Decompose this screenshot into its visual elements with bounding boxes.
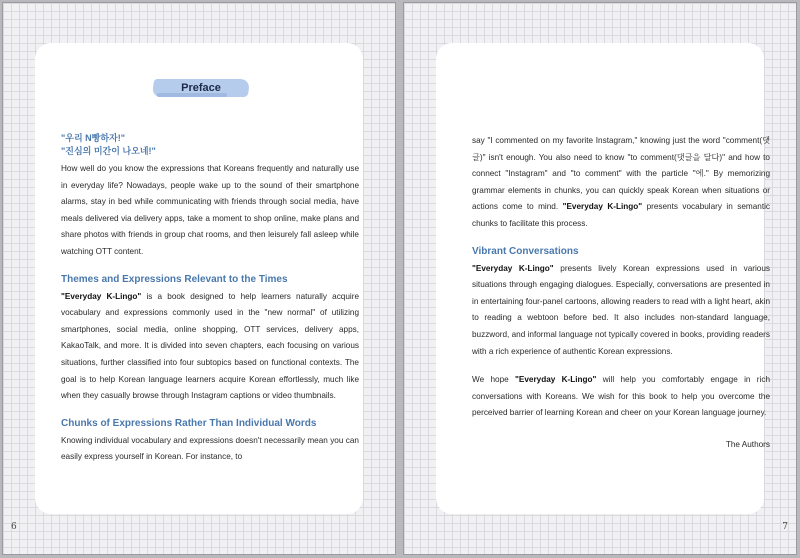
- section-text: is a book designed to help learners naturally acquire vocabulary and expressions commonly used in the "new normal" of utilizing smartphones, social media, online shopping, OTT services, delivery apps, KakaoTalk, and more. It is divided into seven chapters, each focusing on various situations, further classified into four subtopics based on functional contexts. The goal is to help Korean language learners acquire Korean effortlessly, much like when they casually browse through Instagram captions or video thumbnails.: [61, 291, 359, 401]
- continued-text-a: say "I commented on my favorite Instagram," knowing just the word "comment(댓글)" isn't enough. You also need to know "to comment(댓글을 달다)" and how to connect "Instagram" and "to comment" with the particle "에." By memorizing grammar elements in chunks, you can quickly speak Korean when situations or actions come to mind.: [472, 136, 770, 212]
- left-page: [2, 2, 396, 555]
- book-title-bold: "Everyday K-Lingo": [472, 263, 554, 273]
- page-number-left: 6: [11, 522, 17, 532]
- section-paragraph-themes: [61, 289, 359, 405]
- closing-text-b: will help you comfortably engage in rich conversations with Koreans. We wish for this book to help you overcome the perceived barrier of learning Korean and cheer on your Korean language journey.: [472, 375, 771, 418]
- korean-quote-1: "우리 N빵하자!": [61, 133, 126, 143]
- preface-title-block: [153, 77, 249, 99]
- page-number-right: 7: [782, 522, 788, 532]
- section-heading-conversations: Vibrant Conversations: [472, 245, 579, 257]
- section-paragraph-chunks: Knowing individual vocabulary and expressions doesn't necessarily mean you can easily express yourself in Korean. For instance, to: [61, 435, 359, 462]
- section-paragraph-conversations: [472, 261, 770, 361]
- left-page-content: [61, 132, 359, 466]
- korean-quote-2: "진심의 미간이 나오네!": [61, 146, 156, 156]
- right-page: [403, 2, 797, 555]
- intro-paragraph: How well do you know the expressions that Koreans frequently and naturally use in everyday life? Nowadays, people wake up to the sound of their smartphone alarms, stay in bed while communicating with friends through social media, have meals delivered via delivery apps, take a moment to shop online, make plans and share photos with friends in group chat rooms, and then leisurely fall asleep while watching OTT content.: [61, 164, 359, 256]
- book-title-bold: "Everyday K-Lingo": [562, 202, 643, 212]
- continued-paragraph: [472, 133, 770, 233]
- authors-signoff: The Authors: [725, 439, 770, 449]
- continued-text-b: presents vocabulary in semantic chunks to facilitate this process.: [472, 202, 771, 228]
- book-title-bold: "Everyday K-Lingo": [61, 291, 142, 301]
- closing-text-a: We hope: [472, 375, 516, 385]
- closing-paragraph: [472, 372, 770, 422]
- right-page-content: [472, 133, 770, 449]
- left-page-card: [35, 43, 363, 514]
- section-heading-themes: Themes and Expressions Relevant to the Times: [61, 273, 288, 285]
- right-page-card: [436, 43, 771, 514]
- preface-title: Preface: [181, 82, 221, 94]
- book-title-bold: "Everyday K-Lingo": [515, 375, 597, 385]
- section-text: presents lively Korean expressions used in various situations through engaging dialogues. Especially, conversations are presented in in entertaining four-panel cartoons, allowing readers to read with a light heart, akin to reading a webtoon before bed. It also includes non-standard language, buzzword, and informal language not typically covered in books, providing readers with a rich experience of authentic Korean expressions.: [472, 263, 770, 356]
- section-heading-chunks: Chunks of Expressions Rather Than Individual Words: [61, 417, 317, 429]
